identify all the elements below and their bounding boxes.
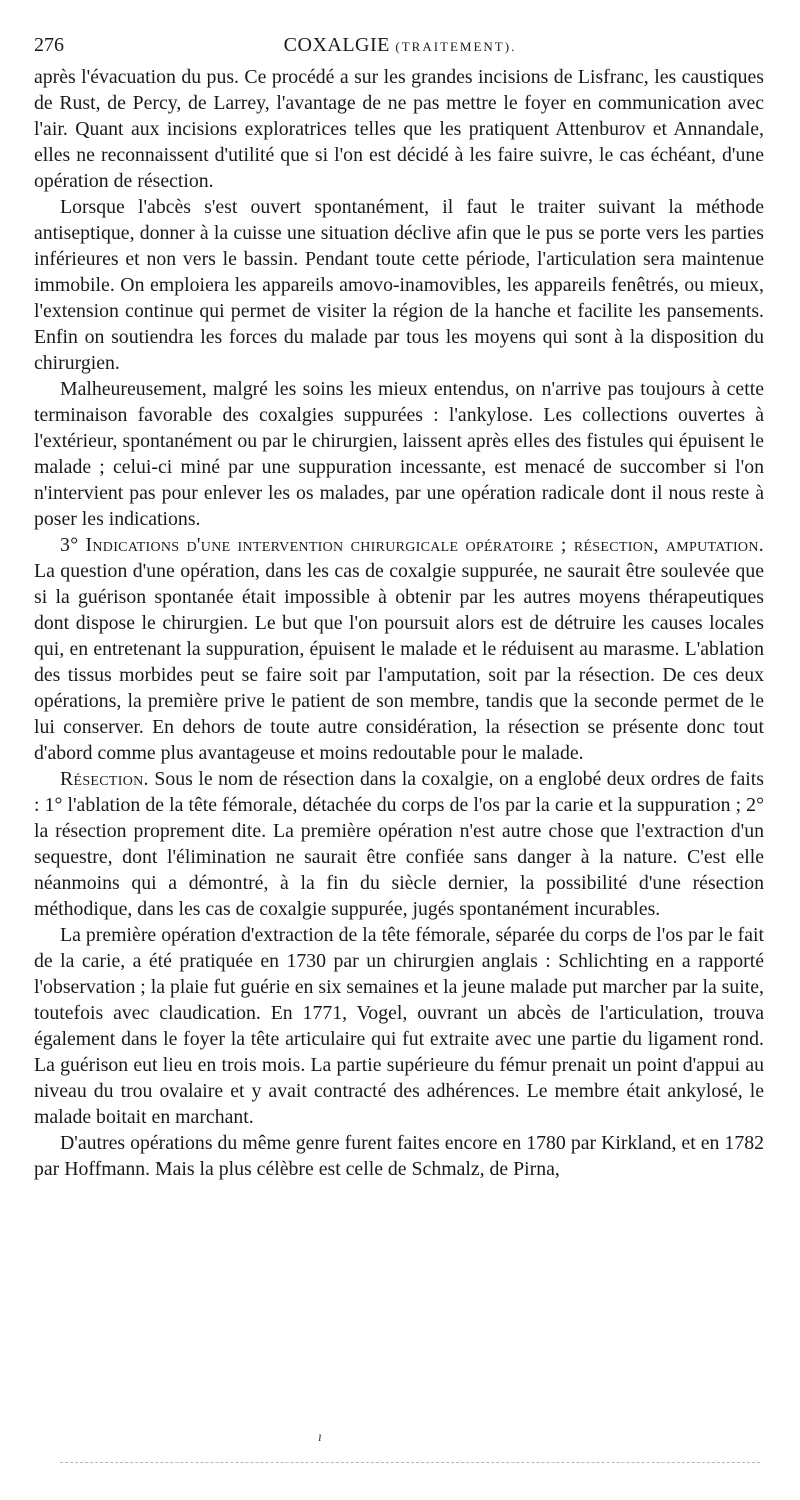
paragraph-3: Malheureusement, malgré les soins les mieux entendus, on n'arrive pas toujours à cette terminaison favorable des coxalgies suppurées : l'ankylose. Les collections ouvertes à l'extérieur, spontanément ou par le chirurgien, laissent après elles des fistules qui épuisent le malade ; celui-ci miné par une suppuration incessante, est menacé de succomber si l'on n'intervient pas pour enlever les os malades, par une opération radicale dont il nous reste à poser les indications. (34, 378, 764, 530)
running-title-main: COXALGIE (283, 34, 390, 56)
paragraph-2: Lorsque l'abcès s'est ouvert spontanément, il faut le traiter suivant la méthode antiseptique, donner à la cuisse une situation déclive afin que le pus se porte vers les parties inférieures et non vers le bassin. Pendant toute cette période, l'articulation sera maintenue immobile. On emploiera les appareils amovo-inamovibles, les appareils fenêtrés, ou mieux, l'extension continue qui permet de visiter la région de la hanche et facilite les pansements. Enfin on soutiendra les forces du malade par tous les moyens qui sont à la disposition du chirurgien. (34, 196, 764, 374)
paragraph-1: après l'évacuation du pus. Ce procédé a sur les grandes incisions de Lisfranc, les caustiques de Rust, de Percy, de Larrey, l'avantage de ne pas mettre le foyer en communication avec l'air. Quant aux incisions exploratrices telles que les pratiquent Attenburov et Annandale, elles ne reconnaissent d'utilité que si l'on est décidé à les faire suivre, le cas échéant, d'une opération de résection. (34, 66, 764, 192)
running-title (34, 28, 766, 64)
section-heading-indications: 3° Indications d'une intervention chirurgicale opératoire ; résection, amputation. (60, 534, 764, 556)
page-number: 276 (34, 34, 64, 56)
paragraph-5-text: Sous le nom de résection dans la coxalgie, on a englobé deux ordres de faits : 1° l'ablation de la tête fémorale, détachée du corps de l'os par la carie et la suppuration ; 2° la résection proprement dite. La première opération n'est autre chose que l'extraction d'un sequestre, dont l'élimination ne saurait être confiée sans danger à la nature. C'est elle néanmoins qui a démontré, à la fin du siècle dernier, la possibilité d'une résection méthodique, dans les cas de coxalgie suppurée, jugés spontanément incurables. (34, 768, 764, 920)
running-title-sub: (TRAITEMENT). (395, 39, 517, 54)
paragraph-5 (34, 766, 764, 922)
footer-rule (60, 1462, 760, 1464)
paragraph-4-text: La question d'une opération, dans les cas de coxalgie suppurée, ne saurait être soulevée que si la guérison spontanée était impossible à obtenir par les autres moyens thérapeutiques dont dispose le chirurgien. Le but que l'on poursuit alors est de détruire les causes locales qui, en entretenant la suppuration, épuisent le malade et le réduisent au marasme. L'ablation des tissus morbides peut se faire soit par l'amputation, soit par la résection. De ces deux opérations, la première prive le patient de son membre, tandis que la seconde permet de le lui conserver. En dehors de toute autre considération, la résection se présente donc tout d'abord comme plus avantageuse et moins redoutable pour le malade. (34, 560, 764, 764)
paragraph-6: La première opération d'extraction de la tête fémorale, séparée du corps de l'os par le fait de la carie, a été pratiquée en 1730 par un chirurgien anglais : Schlichting en a rapporté l'observation ; la plaie fut guérie en six semaines et la jeune malade put marcher par la suite, toutefois avec claudication. En 1771, Vogel, ouvrant un abcès de l'articulation, trouva également dans le foyer la tête articulaire qui fut extraite avec une partie du ligament rond. La guérison eut lieu en trois mois. La partie supérieure du fémur prenait un point d'appui au niveau du trou ovalaire et y avait contracté des adhérences. Le membre était ankylosé, le malade boitait en marchant. (34, 924, 764, 1128)
paragraph-4 (34, 532, 764, 766)
paragraph-7: D'autres opérations du même genre furent faites encore en 1780 par Kirkland, et en 1782 par Hoffmann. Mais la plus célèbre est celle de Schmalz, de Pirna, (34, 1132, 764, 1180)
section-heading-resection: Résection. (60, 768, 149, 790)
page-body (34, 64, 764, 1182)
page-header (34, 28, 766, 62)
footer-mark: ı (318, 1430, 322, 1445)
